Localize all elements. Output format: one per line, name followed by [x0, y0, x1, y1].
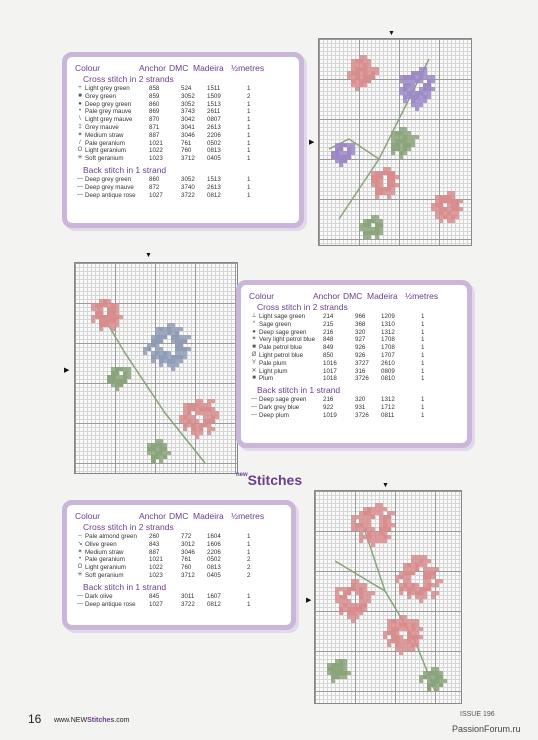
stitch-symbol: ● [252, 328, 256, 335]
dmc-code: 524 [181, 85, 192, 92]
metres-value: 2 [247, 571, 251, 579]
metres-value: 1 [421, 375, 425, 383]
thread-row [249, 344, 459, 352]
anchor-code: 872 [149, 183, 160, 191]
colour-key-1 [62, 52, 304, 228]
thread-row [75, 564, 283, 572]
thread-name: Pale petrol blue [259, 344, 302, 352]
leaf-motif [391, 127, 419, 159]
anchor-code: 214 [323, 313, 334, 320]
madeira-code: 1606 [207, 540, 221, 548]
metres-value: 1 [421, 403, 425, 411]
anchor-code: 260 [149, 533, 160, 540]
metres-value: 1 [247, 183, 251, 191]
stitch-symbol: — [77, 592, 83, 599]
anchor-code: 887 [149, 548, 160, 556]
rose-motif [371, 167, 399, 199]
website-url: www.NEWStitches.com [54, 717, 130, 724]
dmc-code: 3052 [181, 100, 195, 108]
back-stitch-list [75, 176, 291, 199]
thread-name: Light geranium [85, 564, 126, 572]
back-stitch-row [75, 184, 291, 192]
anchor-code: 1021 [149, 556, 163, 564]
rose-motif [179, 399, 219, 439]
back-stitch-title: Back stitch in 1 strand [257, 385, 341, 396]
stitch-symbol: + [78, 85, 82, 91]
thread-name: Grey mauve [85, 123, 119, 131]
stitch-symbol: ✳ [77, 571, 83, 578]
madeira-code: 2611 [207, 108, 221, 116]
thread-name: Soft geranium [85, 571, 124, 579]
dmc-code: 3740 [181, 183, 195, 191]
thread-row [75, 124, 291, 132]
stitch-symbol: – [78, 533, 82, 539]
dmc-code: 368 [355, 320, 366, 328]
anchor-code: 1027 [149, 600, 163, 608]
thread-row [75, 556, 283, 564]
col-dmc: DMC [343, 291, 363, 301]
colour-key-3 [62, 500, 296, 630]
stitch-symbol: ✶ [77, 548, 83, 555]
rose-motif [91, 299, 123, 331]
anchor-code: 1022 [149, 564, 163, 572]
dmc-code: 3726 [355, 375, 369, 383]
anchor-code: 1016 [323, 359, 337, 367]
col-anchor: Anchor [313, 291, 340, 301]
metres-value: 1 [247, 108, 251, 116]
col-madeira: Madeira [367, 291, 398, 301]
anchor-code: 871 [149, 123, 160, 131]
madeira-code: 0811 [381, 411, 395, 419]
madeira-code: 1312 [381, 328, 395, 336]
anchor-code: 216 [323, 328, 334, 336]
col-anchor: Anchor [139, 63, 166, 73]
anchor-code: 845 [149, 592, 160, 600]
stitch-symbol: ↘ [77, 540, 83, 547]
metres-value: 1 [421, 313, 425, 320]
anchor-code: 216 [323, 396, 334, 404]
metres-value: 1 [247, 175, 251, 183]
key-header [75, 63, 291, 73]
dmc-code: 3052 [181, 92, 195, 100]
thread-name: Olive green [85, 540, 117, 548]
dmc-code: 966 [355, 313, 366, 320]
madeira-code: 2613 [207, 183, 221, 191]
metres-value: 1 [247, 123, 251, 131]
madeira-code: 1708 [381, 336, 395, 344]
dmc-code: 761 [181, 139, 192, 147]
metres-value: 1 [421, 320, 425, 328]
stitch-symbol: • [78, 556, 82, 563]
cross-stitch-title: Cross stitch in 2 strands [83, 74, 174, 84]
stitch-symbol: • [78, 108, 82, 115]
metres-value: 1 [421, 328, 425, 336]
stitch-symbol: — [77, 600, 83, 607]
center-arrow-left: ▶ [309, 139, 315, 146]
thread-name: Soft geranium [85, 155, 124, 163]
blue-flower-motif [143, 323, 191, 371]
thread-row [75, 101, 291, 109]
thread-row [249, 375, 459, 383]
back-stitch-list [75, 593, 283, 609]
col-colour: Colour [249, 291, 275, 301]
thread-row [75, 85, 291, 93]
madeira-code: 1604 [207, 533, 221, 540]
leaf-motif [327, 659, 351, 683]
metres-value: 1 [247, 139, 251, 147]
stitch-symbol: ✳ [77, 155, 83, 162]
stitch-symbol: / [79, 139, 81, 146]
madeira-code: 0810 [381, 375, 395, 383]
stitch-symbol: — [251, 411, 257, 418]
anchor-code: 1023 [149, 571, 163, 579]
back-stitch-row [75, 601, 283, 609]
anchor-code: 850 [323, 351, 334, 359]
cross-stitch-list [75, 533, 283, 580]
metres-value: 1 [247, 540, 251, 548]
anchor-code: 859 [149, 92, 160, 100]
anchor-code: 887 [149, 131, 160, 139]
dmc-code: 3012 [181, 540, 195, 548]
thread-name: Light grey mauve [85, 116, 133, 124]
dmc-code: 3727 [355, 359, 369, 367]
thread-row [75, 116, 291, 124]
stitch-symbol: ‡ [78, 123, 82, 130]
key-header [75, 511, 283, 521]
madeira-code: 1707 [381, 351, 395, 359]
stitch-symbol: ■ [252, 344, 256, 351]
madeira-code: 0807 [207, 116, 221, 124]
thread-row [75, 140, 291, 148]
thread-name: Deep sage green [259, 328, 307, 336]
col-colour: Colour [75, 511, 101, 521]
cross-stitch-list [75, 85, 291, 163]
center-arrow-top: ▼ [388, 30, 395, 37]
thread-row [249, 313, 459, 321]
metres-value: 1 [247, 191, 251, 199]
anchor-code: 860 [149, 100, 160, 108]
thread-name: Pale plum [259, 359, 287, 367]
thread-name: Light grey green [85, 85, 130, 92]
thread-name: Plum [259, 375, 274, 383]
stitch-symbol: ■ [78, 92, 82, 99]
thread-row [249, 329, 459, 337]
thread-row [75, 108, 291, 116]
dmc-code: 316 [355, 367, 366, 375]
metres-value: 1 [247, 100, 251, 108]
anchor-code: 1023 [149, 155, 163, 163]
stitch-symbol: — [77, 183, 83, 190]
dmc-code: 3722 [181, 600, 195, 608]
dmc-code: 320 [355, 396, 366, 404]
madeira-code: 1607 [207, 592, 221, 600]
madeira-code: 2206 [207, 131, 221, 139]
thread-name: Deep grey green [85, 175, 132, 183]
thread-row [75, 572, 283, 580]
rose-motif [395, 555, 443, 603]
thread-row [75, 549, 283, 557]
madeira-code: 0405 [207, 155, 221, 163]
back-stitch-row [249, 412, 459, 420]
thread-name: Pale almond green [85, 533, 137, 540]
metres-value: 1 [421, 336, 425, 344]
dmc-code: 3046 [181, 548, 195, 556]
back-stitch-title: Back stitch in 1 strand [83, 581, 167, 592]
metres-value: 1 [421, 411, 425, 419]
dmc-code: 926 [355, 344, 366, 352]
anchor-code: 870 [149, 116, 160, 124]
metres-value: 1 [247, 548, 251, 556]
stitch-symbol: ✶ [251, 336, 257, 343]
metres-value: 1 [247, 116, 251, 124]
metres-value: 1 [247, 147, 251, 155]
thread-row [249, 336, 459, 344]
anchor-code: 1021 [149, 139, 163, 147]
madeira-code: 1712 [381, 403, 395, 411]
thread-row [75, 155, 291, 163]
madeira-code: 1209 [381, 313, 395, 320]
dmc-code: 3722 [181, 191, 195, 199]
metres-value: 1 [247, 533, 251, 540]
thread-name: Light sage green [259, 313, 306, 320]
stitches-logo: $^{new}$Stitches [236, 472, 303, 488]
thread-name: Sage green [259, 320, 291, 328]
dmc-code: 3712 [181, 155, 195, 163]
dmc-code: 3743 [181, 108, 195, 116]
back-stitch-row [249, 404, 459, 412]
thread-row [249, 360, 459, 368]
dmc-code: 760 [181, 564, 192, 572]
madeira-code: 1513 [207, 100, 221, 108]
thread-name: Deep antique rose [85, 600, 136, 608]
leaf-motif [147, 439, 171, 463]
mauve-flower-motif [399, 67, 435, 111]
anchor-code: 1022 [149, 147, 163, 155]
thread-name: Light plum [259, 367, 288, 375]
thread-row [249, 321, 459, 329]
rose-motif [351, 503, 395, 547]
madeira-code: 0405 [207, 571, 221, 579]
thread-name: Pale geranium [85, 139, 125, 147]
thread-row [249, 368, 459, 376]
metres-value: 1 [421, 351, 425, 359]
thread-name: Pale geranium [85, 556, 125, 564]
madeira-code: 2206 [207, 548, 221, 556]
back-stitch-title: Back stitch in 1 strand [83, 164, 167, 175]
col-metres: ½metres [231, 511, 265, 521]
stitch-symbol: ■ [252, 375, 256, 382]
thread-name: Light petrol blue [259, 351, 304, 359]
anchor-code: 869 [149, 108, 160, 116]
dmc-code: 927 [355, 336, 366, 344]
metres-value: 1 [247, 155, 251, 163]
metres-value: 1 [421, 359, 425, 367]
cross-stitch-title: Cross stitch in 2 strands [257, 302, 348, 312]
thread-name: Medium straw [85, 131, 124, 139]
stitch-symbol: \ [79, 116, 81, 123]
anchor-code: 848 [323, 336, 334, 344]
stitch-symbol: ✕ [251, 367, 257, 374]
key-header [249, 291, 459, 301]
center-arrow-top: ▼ [145, 252, 152, 259]
metres-value: 1 [247, 85, 251, 92]
center-arrow-left: ▶ [64, 367, 70, 374]
dmc-code: 931 [355, 403, 366, 411]
col-anchor: Anchor [139, 511, 166, 521]
colour-key-2 [236, 280, 472, 448]
thread-name: Deep grey mauve [85, 183, 134, 191]
stitch-symbol: O [77, 147, 83, 154]
madeira-code: 2610 [381, 359, 395, 367]
col-metres: ½metres [405, 291, 439, 301]
back-stitch-row [75, 192, 291, 200]
stitch-symbol: ✶ [77, 131, 83, 138]
metres-value: 1 [247, 592, 251, 600]
col-metres: ½metres [231, 63, 265, 73]
col-dmc: DMC [169, 511, 189, 521]
cross-stitch-chart-3 [314, 490, 462, 704]
center-arrow-left: ▶ [306, 597, 312, 604]
anchor-code: 922 [323, 403, 334, 411]
thread-name: Deep sage green [259, 396, 307, 404]
thread-name: Deep antique rose [85, 191, 136, 199]
back-stitch-row [249, 396, 459, 404]
metres-value: 2 [247, 564, 251, 572]
center-arrow-top: ▼ [382, 482, 389, 489]
dmc-code: 3042 [181, 116, 195, 124]
metres-value: 1 [421, 367, 425, 375]
metres-value: 1 [247, 131, 251, 139]
dmc-code: 761 [181, 556, 192, 564]
anchor-code: 860 [149, 175, 160, 183]
madeira-code: 1511 [207, 85, 221, 92]
thread-row [249, 352, 459, 360]
back-stitch-row [75, 176, 291, 184]
madeira-code: 0812 [207, 600, 221, 608]
rose-motif [383, 615, 423, 655]
stitch-symbol: ● [78, 100, 82, 107]
madeira-code: 0502 [207, 556, 221, 564]
thread-row [75, 132, 291, 140]
metres-value: 1 [421, 396, 425, 404]
thread-name: Grey green [85, 92, 116, 100]
stitch-symbol: * [252, 320, 256, 327]
anchor-code: 858 [149, 85, 160, 92]
metres-value: 2 [247, 556, 251, 564]
stitch-symbol: ⊥ [251, 313, 257, 319]
dmc-code: 926 [355, 351, 366, 359]
col-colour: Colour [75, 63, 101, 73]
stitch-symbol: — [251, 396, 257, 403]
anchor-code: 1017 [323, 367, 337, 375]
dmc-code: 760 [181, 147, 192, 155]
back-stitch-row [75, 593, 283, 601]
rose-motif [431, 191, 463, 223]
dmc-code: 3011 [181, 592, 195, 600]
thread-row [75, 533, 283, 541]
watermark: PassionForum.ru [452, 724, 521, 734]
stitch-symbol: Y [251, 359, 256, 366]
madeira-code: 0502 [207, 139, 221, 147]
madeira-code: 0809 [381, 367, 395, 375]
page-number: 16 [28, 712, 42, 726]
anchor-code: 843 [149, 540, 160, 548]
cross-stitch-chart-2 [74, 262, 238, 474]
cross-stitch-title: Cross stitch in 2 strands [83, 522, 174, 532]
rose-motif [335, 579, 375, 623]
back-stitch-list [249, 396, 459, 419]
col-madeira: Madeira [193, 63, 224, 73]
madeira-code: 1513 [207, 175, 221, 183]
metres-value: 1 [421, 344, 425, 352]
anchor-code: 1027 [149, 191, 163, 199]
stitch-symbol: — [251, 403, 257, 410]
thread-name: Deep plum [259, 411, 289, 419]
thread-name: Deep grey green [85, 100, 132, 108]
metres-value: 2 [247, 92, 251, 100]
anchor-code: 849 [323, 344, 334, 352]
madeira-code: 0813 [207, 564, 221, 572]
col-dmc: DMC [169, 63, 189, 73]
dmc-code: 3052 [181, 175, 195, 183]
dmc-code: 3046 [181, 131, 195, 139]
leaf-motif [107, 367, 131, 391]
madeira-code: 2613 [207, 123, 221, 131]
anchor-code: 215 [323, 320, 334, 328]
metres-value: 1 [247, 600, 251, 608]
madeira-code: 1310 [381, 320, 395, 328]
thread-name: Medium straw [85, 548, 124, 556]
dmc-code: 3041 [181, 123, 195, 131]
issue-number: ISSUE 196 [460, 711, 495, 718]
leaf-motif [359, 215, 383, 239]
thread-name: Light geranium [85, 147, 126, 155]
cross-stitch-chart-1 [318, 38, 472, 246]
dmc-code: 320 [355, 328, 366, 336]
stitch-symbol: Ø [251, 351, 257, 358]
stitch-symbol: — [77, 175, 83, 182]
anchor-code: 1019 [323, 411, 337, 419]
anchor-code: 1018 [323, 375, 337, 383]
thread-name: Pale grey mauve [85, 108, 132, 116]
madeira-code: 0812 [207, 191, 221, 199]
thread-name: Dark olive [85, 592, 113, 600]
thread-name: Very light petrol blue [259, 336, 316, 344]
dmc-code: 3712 [181, 571, 195, 579]
thread-row [75, 147, 291, 155]
thread-row [75, 93, 291, 101]
stitch-symbol: — [77, 191, 83, 198]
thread-row [75, 541, 283, 549]
stitch-symbol: O [77, 564, 83, 571]
madeira-code: 0813 [207, 147, 221, 155]
madeira-code: 1509 [207, 92, 221, 100]
dmc-code: 3726 [355, 411, 369, 419]
cross-stitch-list [249, 313, 459, 383]
col-madeira: Madeira [193, 511, 224, 521]
thread-name: Dark grey blue [259, 403, 300, 411]
rose-motif [347, 55, 379, 91]
madeira-code: 1708 [381, 344, 395, 352]
madeira-code: 1312 [381, 396, 395, 404]
dmc-code: 772 [181, 533, 192, 540]
